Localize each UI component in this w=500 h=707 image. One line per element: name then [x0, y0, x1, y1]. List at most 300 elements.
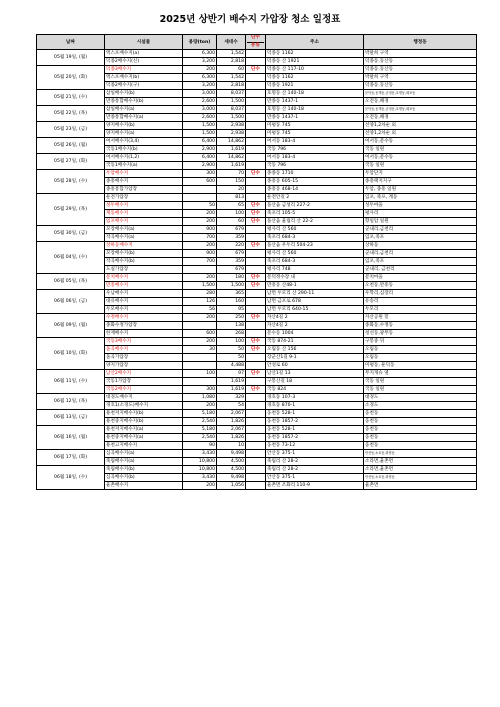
schedule-date: 06월 13일, (금): [37, 410, 105, 426]
capacity-value: [183, 266, 217, 274]
capacity-value: 126: [183, 298, 217, 306]
facility-name: 모장배수지(b): [105, 250, 183, 258]
facility-name: 국동3배수지: [105, 338, 183, 346]
water-cut-flag: [246, 74, 266, 82]
water-cut-flag: [246, 426, 266, 434]
table-row: [37, 426, 477, 434]
admin-district: 선양1,2차순 외: [364, 122, 477, 130]
facility-name: 종흥배수지: [105, 178, 183, 186]
header-date: 날짜: [37, 35, 105, 50]
schedule-body: [37, 50, 477, 490]
capacity-value: 2,600: [183, 98, 217, 106]
households-value: 65: [217, 202, 246, 210]
households-value: 160: [217, 298, 246, 306]
schedule-date: 05월 22일, (목): [37, 106, 105, 122]
facility-address: 덕종동 1162: [266, 74, 364, 82]
table-row: [37, 274, 477, 282]
table-row: [37, 154, 477, 162]
header-water-cut-label: 단수: [247, 35, 264, 43]
facility-name: 대경도배수지: [105, 394, 183, 402]
water-cut-flag: [246, 466, 266, 474]
households-value: 250: [217, 314, 246, 322]
water-cut-flag: 단수: [246, 202, 266, 210]
facility-name: 용천저지배수지(b): [105, 410, 183, 418]
schedule-date: 06월 10일, (화): [37, 338, 105, 370]
admin-district: 안산동,소호동,화장동: [364, 474, 477, 482]
header-water-cut: [246, 35, 266, 50]
water-cut-flag: [246, 130, 266, 138]
table-row: [37, 338, 477, 346]
facility-address: 국동 796: [266, 146, 364, 154]
admin-district: 두암단지: [364, 170, 477, 178]
capacity-value: 300: [183, 170, 217, 178]
households-value: 679: [217, 266, 246, 274]
facility-name: 두모배수지: [105, 306, 183, 314]
admin-district: 오림동: [364, 346, 477, 354]
table-row: [37, 290, 477, 298]
facility-name: 한재배수지: [105, 330, 183, 338]
households-value: 365: [217, 290, 246, 298]
facility-address: 미평동 745: [266, 122, 364, 130]
cleaning-schedule-table: [36, 34, 477, 490]
households-value: 95: [217, 306, 246, 314]
schedule-date: 06월 05일, (목): [37, 274, 105, 290]
water-cut-flag: [246, 138, 266, 146]
admin-district: 소경도: [364, 402, 477, 410]
capacity-value: 600: [183, 330, 217, 338]
water-cut-flag: [246, 322, 266, 330]
facility-name: 심곡배수지(b): [105, 474, 183, 482]
capacity-value: 30: [183, 346, 217, 354]
households-value: 8,037: [217, 90, 246, 98]
table-row: [37, 170, 477, 178]
water-cut-flag: [246, 258, 266, 266]
capacity-value: [183, 186, 217, 194]
facility-address: 자산4길 2: [266, 322, 364, 330]
table-row: [37, 194, 477, 202]
schedule-date: 06월 09일, (월): [37, 314, 105, 338]
facility-name: 돌곡가압장: [105, 354, 183, 362]
facility-name: 양지배수지(b): [105, 122, 183, 130]
capacity-value: 3,200: [183, 82, 217, 90]
facility-address: 죽림리 산 28-2: [266, 458, 364, 466]
admin-district: 향일암 일원: [364, 218, 477, 226]
facility-name: 모장배수지(a): [105, 226, 183, 234]
capacity-value: [183, 362, 217, 370]
facility-name: 작곡배수지(b): [105, 258, 183, 266]
facility-address: 구봉산길 18: [266, 378, 364, 386]
admin-district: 율촌면: [364, 482, 477, 490]
households-value: 4,500: [217, 458, 246, 466]
households-value: 138: [217, 322, 246, 330]
facility-name: 둔전가압장: [105, 194, 183, 202]
schedule-date: 06월 16일, (월): [37, 426, 105, 450]
facility-address: 남면 두모리 640-15: [266, 306, 364, 314]
schedule-date: 05월 28일, (수): [37, 170, 105, 194]
water-cut-flag: [246, 290, 266, 298]
table-row: [37, 50, 477, 58]
facility-address: 경호동 870-1: [266, 402, 364, 410]
admin-district: 임포, 죽포, 계동: [364, 194, 477, 202]
facility-name: 삼일배수지(a): [105, 106, 183, 114]
header-capacity: 용량(ton): [183, 35, 217, 50]
households-value: 60: [217, 218, 246, 226]
water-cut-flag: [246, 194, 266, 202]
households-value: 100: [217, 210, 246, 218]
households-value: 1,826: [217, 418, 246, 426]
facility-address: 웅천동 73-12: [266, 442, 364, 450]
admin-district: 박팔희 구역: [364, 74, 477, 82]
facility-name: 대유배수지: [105, 298, 183, 306]
header-admin-district: 행정동: [364, 35, 477, 50]
households-value: 97: [217, 370, 246, 378]
header-address: 주소: [266, 35, 364, 50]
admin-district: 평사리: [364, 210, 477, 218]
water-cut-flag: 단수: [246, 346, 266, 354]
facility-address: 덕종동 1921: [266, 82, 364, 90]
admin-district: 여서동,문수동: [364, 154, 477, 162]
households-value: 14,862: [217, 154, 246, 162]
capacity-value: 900: [183, 250, 217, 258]
water-cut-flag: [246, 354, 266, 362]
facility-name: 용천중지배수지(a): [105, 434, 183, 442]
facility-name: 삼일배수지(b): [105, 90, 183, 98]
water-cut-flag: [246, 418, 266, 426]
water-cut-flag: [246, 434, 266, 442]
table-row: [37, 450, 477, 458]
facility-name: 우남배수지: [105, 290, 183, 298]
facility-address: 율촌면 조화리 110-9: [266, 482, 364, 490]
water-cut-flag: 단수: [246, 242, 266, 250]
water-cut-flag: [246, 234, 266, 242]
schedule-date: 06월 18일, (수): [37, 466, 105, 490]
households-value: 4,500: [217, 466, 246, 474]
capacity-value: 100: [183, 370, 217, 378]
households-value: 2,818: [217, 82, 246, 90]
water-cut-flag: [246, 298, 266, 306]
households-value: 1,500: [217, 282, 246, 290]
capacity-value: 200: [183, 210, 217, 218]
households-value: 220: [217, 242, 246, 250]
schedule-date: 06월 17일, (화): [37, 450, 105, 466]
facility-address: 오림동 산 156: [266, 346, 364, 354]
households-value: 1,619: [217, 378, 246, 386]
households-value: 1,056: [217, 482, 246, 490]
facility-name: 덕종2배수지(신): [105, 58, 183, 66]
schedule-date: 05월 26일, (월): [37, 138, 105, 154]
capacity-value: 700: [183, 234, 217, 242]
facility-address: 웅천동 528-1: [266, 426, 364, 434]
schedule-date: 06월 04일, (수): [37, 242, 105, 274]
water-cut-flag: [246, 226, 266, 234]
table-row: [37, 106, 477, 114]
capacity-value: 6,300: [183, 74, 217, 82]
households-value: 1,619: [217, 146, 246, 154]
facility-address: 국동 874-21: [266, 338, 364, 346]
admin-district: 덕종동,동산동: [364, 58, 477, 66]
water-cut-flag: 단수: [246, 314, 266, 322]
facility-address: 둔전안길 2: [266, 194, 364, 202]
admin-district: 성두마을: [364, 202, 477, 210]
water-cut-flag: [246, 98, 266, 106]
admin-district: 임포,죽포: [364, 234, 477, 242]
schedule-date: 06월 06일, (금): [37, 290, 105, 314]
admin-district: 오림동: [364, 354, 477, 362]
households-value: 813: [217, 194, 246, 202]
capacity-value: 3,000: [183, 106, 217, 114]
facility-name: 용천저지배수지(a): [105, 426, 183, 434]
admin-district: 덕종동,동산동: [364, 66, 477, 74]
water-cut-flag: [246, 50, 266, 58]
households-value: 14,862: [217, 138, 246, 146]
facility-address: 종흥동 468-14: [266, 186, 364, 194]
admin-district: 구봉중 뒤: [364, 338, 477, 346]
facility-name: 임포배수지: [105, 218, 183, 226]
facility-name: 종흥통합가압장: [105, 186, 183, 194]
capacity-value: 200: [183, 274, 217, 282]
facility-address: 안산동 375-1: [266, 450, 364, 458]
households-value: 8,037: [217, 106, 246, 114]
admin-district: 임포,죽포: [364, 258, 477, 266]
facility-address: 장군산1길 9-1: [266, 354, 364, 362]
facility-address: 국동 796: [266, 162, 364, 170]
admin-district: 우학리,심장리: [364, 290, 477, 298]
facility-name: 심곡배수지(a): [105, 450, 183, 458]
admin-district: 자산공원 밑: [364, 314, 477, 322]
facility-name: 두암배수지: [105, 170, 183, 178]
facility-name: 죽림배수지(a): [105, 458, 183, 466]
households-value: 1,500: [217, 114, 246, 122]
facility-address: 만종동 1437-1: [266, 98, 364, 106]
capacity-value: 10,800: [183, 458, 217, 466]
water-cut-flag: [246, 266, 266, 274]
facility-address: 돌산읍 율림리 산 22-2: [266, 218, 364, 226]
admin-district: 종화동,수정동: [364, 322, 477, 330]
capacity-value: 600: [183, 178, 217, 186]
water-cut-flag: [246, 90, 266, 98]
water-cut-flag: 단수: [246, 370, 266, 378]
capacity-value: 1,080: [183, 394, 217, 402]
admin-district: 문덕동,동게동,공정동,호명동,매포동: [364, 90, 477, 98]
water-cut-flag: [246, 106, 266, 114]
schedule-date: 05월 30일, (금): [37, 226, 105, 242]
facility-name: 만종통합배수지(a): [105, 114, 183, 122]
capacity-value: 1,500: [183, 282, 217, 290]
capacity-value: 6,300: [183, 50, 217, 58]
facility-name: 도실가압장: [105, 266, 183, 274]
water-cut-flag: [246, 162, 266, 170]
facility-address: 돌산읍 금성리 227-2: [266, 202, 364, 210]
water-cut-flag: [246, 122, 266, 130]
facility-address: 문덕정수장 내: [266, 274, 364, 282]
capacity-value: 200: [183, 402, 217, 410]
facility-name: 문치배수지: [105, 274, 183, 282]
water-cut-flag: [246, 402, 266, 410]
facility-address: 평사리 산 560: [266, 226, 364, 234]
capacity-value: 280: [183, 290, 217, 298]
households-value: 1,826: [217, 434, 246, 442]
facility-name: 양지배수지(a): [105, 130, 183, 138]
capacity-value: 10,800: [183, 466, 217, 474]
table-row: [37, 242, 477, 250]
facility-name: 계동배수지: [105, 210, 183, 218]
table-row: [37, 466, 477, 474]
water-cut-flag: [246, 58, 266, 66]
admin-district: 청선동,광무동: [364, 330, 477, 338]
water-cut-flag: 단수: [246, 338, 266, 346]
households-value: 9,498: [217, 450, 246, 458]
header-fuel-label: 유류: [251, 42, 260, 48]
table-row: [37, 122, 477, 130]
facility-address: 죽포리 684-3: [266, 258, 364, 266]
water-cut-flag: [246, 114, 266, 122]
facility-name: 엑스포배수지(b): [105, 74, 183, 82]
facility-name: 종화수정가압장: [105, 322, 183, 330]
water-cut-flag: 단수: [246, 210, 266, 218]
water-cut-flag: 단수: [246, 218, 266, 226]
facility-name: 여서배수지(1,2): [105, 154, 183, 162]
capacity-value: 2,540: [183, 434, 217, 442]
capacity-value: 5,180: [183, 410, 217, 418]
admin-district: 종흥택지지구: [364, 178, 477, 186]
facility-name: 엑스포배수지(a): [105, 50, 183, 58]
water-cut-flag: [246, 442, 266, 450]
schedule-date: 06월 11일, (수): [37, 370, 105, 394]
admin-district: 미평동, 둔덕동: [364, 362, 477, 370]
facility-address: 종흥동 605-15: [266, 178, 364, 186]
facility-address: 미평동 745: [266, 130, 364, 138]
capacity-value: 200: [183, 66, 217, 74]
admin-district: 웅천동: [364, 410, 477, 418]
schedule-date: 05월 19일, (월): [37, 50, 105, 66]
capacity-value: 200: [183, 338, 217, 346]
header-facility: 시설물: [105, 35, 183, 50]
admin-district: 박팔희 구역: [364, 50, 477, 58]
capacity-value: 90: [183, 442, 217, 450]
facility-name: 국동1배수지(b): [105, 146, 183, 154]
admin-district: 국동 일원: [364, 378, 477, 386]
admin-district: 국동 일원: [364, 386, 477, 394]
facility-address: 웅천동 1857-2: [266, 418, 364, 426]
households-value: 359: [217, 258, 246, 266]
capacity-value: 2,900: [183, 146, 217, 154]
households-value: 10: [217, 442, 246, 450]
facility-name: 작곡배수지(a): [105, 234, 183, 242]
water-cut-flag: 단수: [246, 274, 266, 282]
admin-district: 유송리: [364, 298, 477, 306]
facility-name: 만종통합배수지(b): [105, 98, 183, 106]
admin-district: 군내리,금천리: [364, 226, 477, 234]
facility-name: 양지가압장: [105, 362, 183, 370]
table-row: [37, 370, 477, 378]
households-value: 1,619: [217, 162, 246, 170]
facility-name: 남산2배수지: [105, 370, 183, 378]
water-cut-flag: [246, 410, 266, 418]
facility-address: 만흥동 산48-1: [266, 282, 364, 290]
households-value: 679: [217, 250, 246, 258]
admin-district: 여서동,문수동: [364, 138, 477, 146]
table-row: [37, 138, 477, 146]
water-cut-flag: [246, 474, 266, 482]
admin-district: 군내리,금천리: [364, 250, 477, 258]
admin-district: 웅천동: [364, 442, 477, 450]
households-value: 20: [217, 186, 246, 194]
water-cut-flag: [246, 154, 266, 162]
schedule-date: 05월 27일, (화): [37, 154, 105, 170]
admin-district: 무지개슈 옆: [364, 370, 477, 378]
capacity-value: 3,000: [183, 90, 217, 98]
water-cut-flag: [246, 330, 266, 338]
capacity-value: 3,430: [183, 474, 217, 482]
facility-address: 여서동 183-4: [266, 138, 364, 146]
water-cut-flag: [246, 378, 266, 386]
facility-name: 국동1배수지(a): [105, 162, 183, 170]
capacity-value: 2,540: [183, 418, 217, 426]
households-value: 180: [217, 274, 246, 282]
households-value: 2,818: [217, 58, 246, 66]
facility-name: 덕종2배수지(구): [105, 82, 183, 90]
facility-name: 율촌배수지: [105, 482, 183, 490]
households-value: 359: [217, 234, 246, 242]
facility-address: 남면 금포로 678: [266, 298, 364, 306]
households-value: 1,542: [217, 74, 246, 82]
schedule-date: 05월 20일, (화): [37, 66, 105, 90]
water-cut-flag: [246, 458, 266, 466]
schedule-date: 06월 12일, (목): [37, 394, 105, 410]
admin-district: 웅천동: [364, 426, 477, 434]
capacity-value: 1,500: [183, 130, 217, 138]
households-value: 268: [217, 330, 246, 338]
admin-district: 두암, 종흥 일원: [364, 186, 477, 194]
admin-district: 선양1,2차순 외: [364, 130, 477, 138]
facility-name: 상하동배수지: [105, 242, 183, 250]
capacity-value: 900: [183, 226, 217, 234]
admin-district: 소라면,율촌면: [364, 466, 477, 474]
households-value: 679: [217, 226, 246, 234]
admin-district: 소라면,율촌면: [364, 458, 477, 466]
households-value: 2,067: [217, 426, 246, 434]
facility-address: 덕종동 산 117-10: [266, 66, 364, 74]
facility-address: 만종동 1437-1: [266, 114, 364, 122]
water-cut-flag: [246, 82, 266, 90]
facility-address: 경호동 107-3: [266, 394, 364, 402]
households-value: 329: [217, 394, 246, 402]
capacity-value: [183, 322, 217, 330]
households-value: 1,619: [217, 386, 246, 394]
capacity-value: 700: [183, 258, 217, 266]
capacity-value: [183, 354, 217, 362]
facility-name: 수정배수지: [105, 314, 183, 322]
capacity-value: 200: [183, 218, 217, 226]
table-row: [37, 226, 477, 234]
admin-district: 문치마을: [364, 274, 477, 282]
capacity-value: 300: [183, 386, 217, 394]
admin-district: 군내리, 금천리: [364, 266, 477, 274]
facility-address: 여서동 183-4: [266, 154, 364, 162]
facility-address: 죽포리 105-5: [266, 210, 364, 218]
capacity-value: 6,400: [183, 138, 217, 146]
households-value: 1,500: [217, 98, 246, 106]
facility-name: 용천고지배수지: [105, 442, 183, 450]
header-households: 세대수: [217, 35, 246, 50]
households-value: 60: [217, 66, 246, 74]
capacity-value: [183, 378, 217, 386]
facility-name: 만흥배수지: [105, 282, 183, 290]
capacity-value: 2,900: [183, 162, 217, 170]
households-value: 70: [217, 170, 246, 178]
facility-address: 호명동 산 140-18: [266, 90, 364, 98]
capacity-value: 200: [183, 242, 217, 250]
